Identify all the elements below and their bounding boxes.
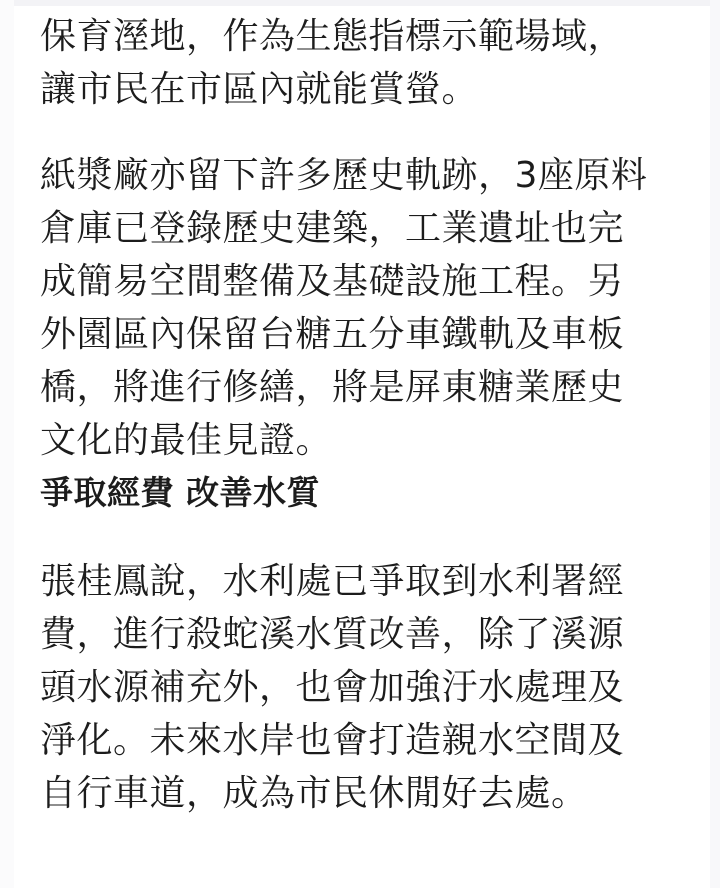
section-subheading: 爭取經費 改善水質	[40, 473, 320, 512]
left-edge	[0, 0, 14, 888]
article-body	[40, 10, 700, 820]
article-paragraph: 紙漿廠亦留下許多歷史軌跡，3座原料 倉庫已登錄歷史建築，工業遺址也完 成簡易空間整備及基礎設施工程。另 外園區內保留台糖五分車鐵軌及車板 橋，將進行修繕，將是屏東糖業歷史 文化的最佳見證。	[40, 155, 648, 461]
article-paragraph: 保育溼地，作為生態指標示範場域， 讓市民在市區內就能賞螢。	[40, 16, 625, 110]
article-paragraph: 張桂鳳說，水利處已爭取到水利署經 費，進行殺蛇溪水質改善，除了溪源 頭水源補充外，也會加強汙水處理及 淨化。未來水岸也會打造親水空間及 自行車道，成為市民休閒好去處。	[40, 561, 625, 814]
top-edge-bar	[0, 0, 720, 6]
right-edge	[710, 0, 720, 888]
